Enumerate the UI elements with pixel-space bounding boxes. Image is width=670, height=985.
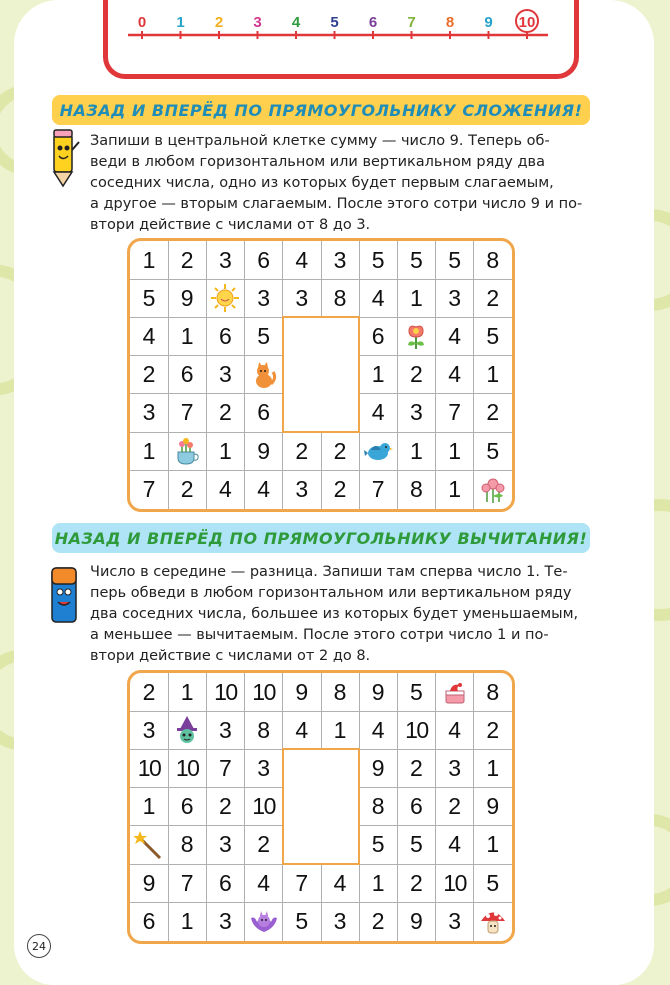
section1-line: Запиши в центральной клетке сумму — число 9. Теперь об- — [90, 133, 550, 149]
grid-cell: 6 — [257, 246, 270, 273]
number-line-label: 1 — [176, 14, 185, 31]
grid-cell: 4 — [257, 869, 270, 896]
grid-cell: 10 — [252, 793, 275, 820]
grid-cell: 10 — [443, 869, 466, 896]
grid-cell: 4 — [257, 475, 270, 502]
grid-cell: 2 — [295, 437, 309, 464]
number-line-label: 2 — [214, 14, 224, 31]
grid-cell: 1 — [180, 322, 194, 349]
grid-cell: 1 — [486, 361, 500, 388]
grid-cell: 7 — [295, 869, 309, 896]
grid-hline — [130, 470, 512, 471]
grid-cell: 8 — [180, 831, 194, 858]
mushroom-icon — [474, 902, 512, 940]
grid-cell: 1 — [371, 869, 385, 896]
grid-cell: 9 — [142, 869, 156, 896]
grid-cell: 9 — [257, 437, 270, 464]
bird-icon — [359, 432, 397, 470]
grid-hline — [130, 279, 512, 280]
grid-cell: 4 — [448, 322, 461, 349]
grid-cell: 3 — [257, 754, 270, 781]
grid-cell: 3 — [295, 475, 309, 502]
section2-line: втори действие с числами от 2 до 8. — [90, 648, 371, 664]
grid-cell: 3 — [142, 716, 156, 743]
grid-cell: 6 — [409, 793, 423, 820]
grid-cell: 2 — [409, 754, 423, 781]
grid-cell: 3 — [218, 246, 232, 273]
grid-cell: 4 — [371, 716, 385, 743]
grid-cell: 9 — [409, 907, 423, 934]
grid-cell: 3 — [295, 284, 309, 311]
grid-cell: 10 — [214, 678, 237, 705]
grid-cell: 3 — [409, 399, 423, 426]
grid-cell: 3 — [448, 284, 461, 311]
section2-instructions — [90, 562, 606, 667]
grid-cell: 5 — [409, 678, 423, 705]
number-line-label: 10 — [518, 14, 536, 31]
grid-cell: 2 — [486, 399, 500, 426]
grid-cell: 4 — [371, 284, 385, 311]
number-line-box — [103, 0, 579, 79]
grid-cell: 3 — [333, 907, 347, 934]
grid-cell: 6 — [371, 322, 385, 349]
cup-flower-icon — [168, 432, 206, 470]
grid-cell: 8 — [409, 475, 423, 502]
grid-cell: 4 — [142, 322, 156, 349]
section1-line: соседних числа, одно из которых будет первым слагаемым, — [90, 175, 554, 191]
section1-title: НАЗАД И ВПЕРЁД ПО ПРЯМОУГОЛЬНИКУ СЛОЖЕНИЯ! — [59, 100, 583, 120]
grid-cell: 1 — [180, 678, 194, 705]
grid-cell: 1 — [486, 831, 500, 858]
grid-cell: 7 — [142, 475, 156, 502]
grid-cell: 9 — [371, 754, 385, 781]
grid-cell: 1 — [180, 907, 194, 934]
grid-cell: 6 — [218, 322, 232, 349]
section2-line: Число в середине — разница. Запиши там сперва число 1. Те- — [90, 564, 568, 580]
grid-cell: 2 — [371, 907, 385, 934]
grid-cell: 3 — [448, 754, 461, 781]
flower-icon — [397, 317, 435, 355]
grid-cell: 4 — [333, 869, 347, 896]
grid-cell: 2 — [257, 831, 270, 858]
section2-line: а меньшее — вычитаемым. После этого сотри число 1 и по- — [90, 627, 549, 643]
grid-cell: 1 — [142, 437, 156, 464]
grid-cell: 1 — [448, 475, 461, 502]
grid-cell: 2 — [142, 361, 156, 388]
grid-cell: 9 — [180, 284, 194, 311]
pencil-mascot-icon — [46, 128, 82, 190]
grid-cell: 6 — [218, 869, 232, 896]
grid-cell: 4 — [295, 246, 309, 273]
grid-cell: 3 — [218, 361, 232, 388]
number-line-label: 8 — [445, 14, 455, 31]
grid-cell: 3 — [218, 831, 232, 858]
subtraction-grid — [127, 670, 515, 944]
section1-instructions — [90, 131, 606, 236]
grid-cell: 5 — [371, 831, 385, 858]
grid-cell: 2 — [180, 475, 194, 502]
grid-cell: 7 — [448, 399, 461, 426]
section2-title: НАЗАД И ВПЕРЁД ПО ПРЯМОУГОЛЬНИКУ ВЫЧИТАНИЯ! — [54, 528, 588, 548]
grid-cell: 1 — [142, 793, 156, 820]
answer-cell[interactable] — [282, 748, 360, 865]
grid-cell: 4 — [448, 831, 461, 858]
grid-cell: 5 — [409, 246, 423, 273]
grid-cell: 1 — [409, 284, 423, 311]
grid-hline — [130, 902, 512, 903]
answer-cell[interactable] — [282, 316, 360, 433]
grid-cell: 9 — [371, 678, 385, 705]
grid-cell: 6 — [180, 793, 194, 820]
grid-cell: 1 — [409, 437, 423, 464]
grid-cell: 8 — [486, 246, 500, 273]
cake-icon — [436, 673, 474, 711]
wand-icon — [130, 826, 168, 864]
grid-cell: 5 — [257, 322, 270, 349]
grid-cell: 7 — [180, 869, 194, 896]
page-number: 24 — [27, 934, 51, 958]
grid-cell: 3 — [142, 399, 156, 426]
grid-cell: 5 — [142, 284, 156, 311]
grid-cell: 2 — [218, 793, 232, 820]
eraser-mascot-icon — [46, 564, 82, 626]
grid-cell: 1 — [448, 437, 461, 464]
grid-cell: 4 — [295, 716, 309, 743]
grid-cell: 3 — [218, 716, 232, 743]
grid-cell: 2 — [333, 475, 347, 502]
grid-cell: 1 — [142, 246, 156, 273]
grid-cell: 3 — [333, 246, 347, 273]
grid-cell: 2 — [486, 716, 500, 743]
grid-cell: 10 — [252, 678, 275, 705]
grid-cell: 8 — [371, 793, 385, 820]
grid-cell: 2 — [218, 399, 232, 426]
grid-cell: 6 — [142, 907, 156, 934]
grid-cell: 2 — [142, 678, 156, 705]
grid-cell: 4 — [371, 399, 385, 426]
number-line-label: 9 — [484, 14, 493, 31]
bat-icon — [245, 902, 283, 940]
section2-line: два соседних числа, большее из которых будет уменьшаемым, — [90, 606, 579, 622]
grid-cell: 2 — [409, 869, 423, 896]
grid-cell: 7 — [180, 399, 194, 426]
grid-cell: 8 — [257, 716, 270, 743]
grid-cell: 8 — [333, 284, 347, 311]
grid-cell: 3 — [448, 907, 461, 934]
grid-cell: 5 — [448, 246, 461, 273]
grid-cell: 10 — [137, 754, 161, 781]
grid-cell: 1 — [371, 361, 385, 388]
grid-hline — [130, 711, 512, 712]
grid-cell: 3 — [257, 284, 270, 311]
grid-cell: 2 — [486, 284, 500, 311]
grid-cell: 5 — [295, 907, 309, 934]
grid-cell: 5 — [486, 322, 500, 349]
grid-cell: 1 — [333, 716, 347, 743]
sun-icon — [206, 279, 244, 317]
grid-cell: 6 — [257, 399, 270, 426]
grid-cell: 3 — [218, 907, 232, 934]
grid-cell: 4 — [448, 361, 461, 388]
grid-cell: 10 — [175, 754, 199, 781]
grid-cell: 2 — [180, 246, 194, 273]
witch-icon — [168, 711, 206, 749]
section1-line: веди в любом горизонтальном или вертикальном ряду два — [90, 154, 545, 170]
grid-cell: 9 — [295, 678, 309, 705]
number-line-label: 3 — [253, 14, 262, 31]
grid-cell: 5 — [409, 831, 423, 858]
number-line-label: 6 — [368, 14, 378, 31]
grid-cell: 8 — [333, 678, 347, 705]
number-line-label: 5 — [330, 14, 339, 31]
grid-cell: 7 — [371, 475, 385, 502]
grid-cell: 5 — [486, 869, 500, 896]
grid-cell: 5 — [486, 437, 500, 464]
number-line-label: 7 — [407, 14, 416, 31]
grid-cell: 6 — [180, 361, 194, 388]
grid-cell: 2 — [409, 361, 423, 388]
addition-grid — [127, 238, 515, 512]
section2-line: перь обведи в любом горизонтальном или вертикальном ряду — [90, 585, 572, 601]
grid-cell: 1 — [218, 437, 232, 464]
section1-title-banner — [52, 95, 590, 125]
number-line — [108, 0, 574, 50]
roses-icon — [474, 470, 512, 508]
number-line-label: 0 — [137, 14, 147, 31]
grid-cell: 2 — [448, 793, 461, 820]
grid-cell: 9 — [486, 793, 500, 820]
grid-cell: 10 — [405, 716, 428, 743]
grid-cell: 4 — [218, 475, 232, 502]
grid-cell: 1 — [486, 754, 500, 781]
number-line-label: 4 — [291, 14, 301, 31]
grid-cell: 8 — [486, 678, 500, 705]
grid-cell: 7 — [218, 754, 232, 781]
grid-cell: 4 — [448, 716, 461, 743]
grid-cell: 2 — [333, 437, 347, 464]
section1-line: втори действие с числами от 8 до 3. — [90, 217, 371, 233]
grid-cell: 5 — [371, 246, 385, 273]
section2-title-banner — [52, 523, 590, 553]
section1-line: а другое — вторым слагаемым. После этого сотри число 9 и по- — [90, 196, 583, 212]
cat-icon — [245, 356, 283, 394]
